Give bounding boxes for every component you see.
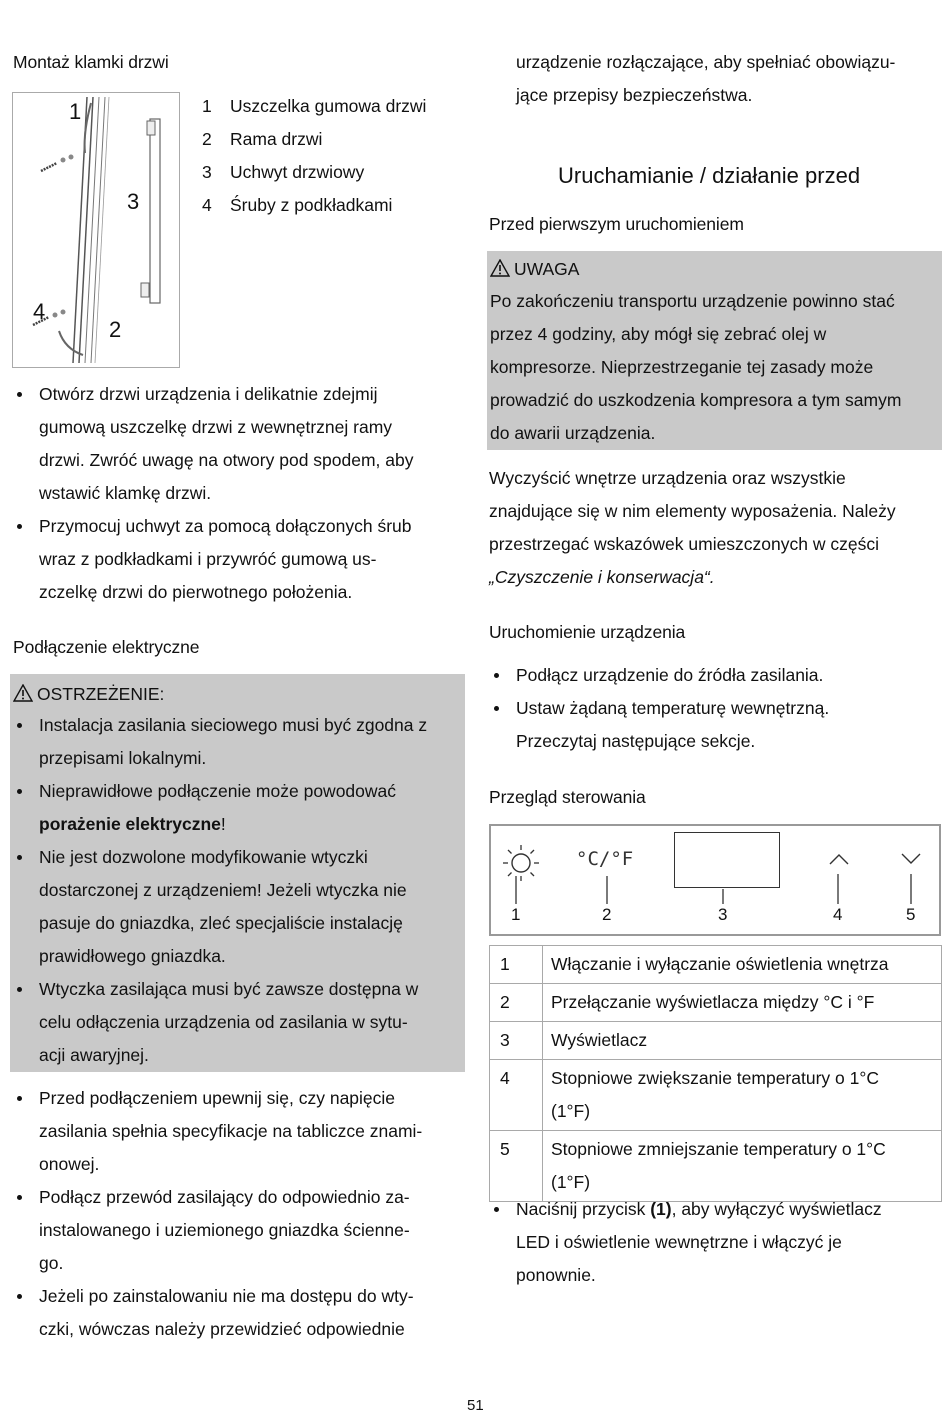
- list-item: Naciśnij przycisk (1), aby wyłączyć wyświetlacz LED i oświetlenie wewnętrzne i włączyć je ponownie.: [490, 1193, 942, 1292]
- start-steps: [490, 659, 942, 758]
- warning-triangle-icon: [13, 684, 33, 702]
- table-row: 4 Stopniowe zwiększanie temperatury o 1°C (1°F): [490, 1060, 942, 1131]
- section-title: Uruchamianie / działanie przed: [558, 163, 861, 188]
- display-off-steps: [490, 1193, 942, 1292]
- start-heading: Uruchomienie urządzenia: [489, 622, 686, 642]
- table-row: 1 Włączanie i wyłączanie oświetlenia wnętrza: [490, 946, 942, 984]
- door-handle-illustration: [13, 93, 179, 367]
- warning-title: OSTRZEŻENIE:: [37, 684, 165, 704]
- callout-2: 2: [109, 317, 122, 342]
- panel-number-1: 1: [511, 905, 521, 924]
- list-item: Ustaw żądaną temperaturę wewnętrzną. Przeczytaj następujące sekcje.: [490, 692, 942, 758]
- caution-box: [487, 251, 942, 450]
- table-row: 3 Wyświetlacz: [490, 1022, 942, 1060]
- cleaning-text: Wyczyścić wnętrze urządzenia oraz wszystkie znajdujące się w nim elementy wyposażenia. Należy przestrzegać wskazówek umieszczonych w części „Czyszczenie i konserwacja“.: [489, 462, 896, 594]
- unit-toggle-symbol: °C/°F: [576, 848, 634, 870]
- continued-text: urządzenie rozłączające, aby spełniać obowiązu- jące przepisy bezpieczeństwa.: [516, 52, 896, 105]
- leader-lines: [491, 826, 939, 934]
- list-item: Nie jest dozwolone modyfikowanie wtyczki dostarczonej z urządzeniem! Jeżeli wtyczka nie pasuje do gniazdka, zleć specjaliście instalację prawidłowego gniazdka.: [13, 841, 463, 973]
- parts-list: [202, 90, 426, 222]
- control-panel: [489, 824, 941, 936]
- button-reference: (1): [650, 1199, 672, 1219]
- page-number: 51: [467, 1397, 484, 1414]
- panel-number-2: 2: [602, 905, 612, 924]
- list-item: Wtyczka zasilająca musi być zawsze dostępna w celu odłączenia urządzenia od zasilania w sytu- acji awaryjnej.: [13, 973, 463, 1072]
- panel-number-5: 5: [906, 905, 916, 924]
- list-item: Przymocuj uchwyt za pomocą dołączonych śrub wraz z podkładkami i przywróć gumową us- zczelkę drzwi do pierwotnego położenia.: [13, 510, 465, 609]
- list-item: Podłącz urządzenie do źródła zasilania.: [490, 659, 942, 692]
- panel-number-4: 4: [833, 905, 843, 924]
- list-item: Przed podłączeniem upewnij się, czy napięcie zasilania spełnia specyfikacje na tabliczce znami- onowej.: [13, 1082, 465, 1181]
- controls-table: [489, 945, 942, 1202]
- first-start-heading: Przed pierwszym uruchomieniem: [489, 214, 744, 234]
- table-row: 2 Przełączanie wyświetlacza między °C i °F: [490, 984, 942, 1022]
- caution-title: UWAGA: [514, 259, 580, 279]
- warning-list: [13, 709, 463, 1072]
- part-item: 4 Śruby z podkładkami: [202, 195, 393, 215]
- list-item: Podłącz przewód zasilający do odpowiednio za- instalowanego i uziemionego gniazdka ścienne- go.: [13, 1181, 465, 1280]
- part-item: 3 Uchwyt drzwiowy: [202, 162, 365, 182]
- callout-3: 3: [127, 189, 140, 214]
- table-row: 5 Stopniowe zmniejszanie temperatury o 1°C (1°F): [490, 1131, 942, 1202]
- warning-triangle-icon: [490, 259, 510, 277]
- electric-shock-text: porażenie elektryczne: [39, 814, 221, 834]
- list-item: Jeżeli po zainstalowaniu nie ma dostępu do wty- czki, wówczas należy przewidzieć odpowiednie: [13, 1280, 465, 1346]
- electrical-heading: Podłączenie elektryczne: [13, 637, 200, 657]
- callout-1: 1: [69, 99, 82, 124]
- controls-heading: Przegląd sterowania: [489, 787, 646, 807]
- connection-steps: [13, 1082, 465, 1346]
- part-item: 1 Uszczelka gumowa drzwi: [202, 96, 427, 116]
- warning-box: [10, 674, 465, 1072]
- list-item: Instalacja zasilania sieciowego musi być zgodna z przepisami lokalnymi.: [13, 709, 463, 775]
- list-item: Otwórz drzwi urządzenia i delikatnie zdejmij gumową uszczelkę drzwi z wewnętrznej ramy drzwi. Zwróć uwagę na otwory pod spodem, aby wstawić klamkę drzwi.: [13, 378, 465, 510]
- warning-title-row: [13, 678, 164, 711]
- caution-text: Po zakończeniu transportu urządzenie powinno stać przez 4 godziny, aby mógł się zebrać olej w kompresorze. Nieprzestrzeganie tej zasady może prowadzić do uszkodzenia kompresora a tym samym do awarii urządzenia.: [490, 291, 902, 443]
- caution-title-row: [490, 254, 579, 284]
- part-item: 2 Rama drzwi: [202, 129, 323, 149]
- list-item: Nieprawidłowe podłączenie może powodować porażenie elektryczne!: [13, 775, 463, 841]
- panel-number-3: 3: [718, 905, 728, 924]
- cleaning-reference: „Czyszczenie i konserwacja“.: [489, 567, 715, 587]
- door-handle-figure: [12, 92, 180, 368]
- callout-4: 4: [33, 299, 46, 324]
- mounting-steps: [13, 378, 465, 609]
- handle-mounting-heading: Montaż klamki drzwi: [13, 52, 169, 72]
